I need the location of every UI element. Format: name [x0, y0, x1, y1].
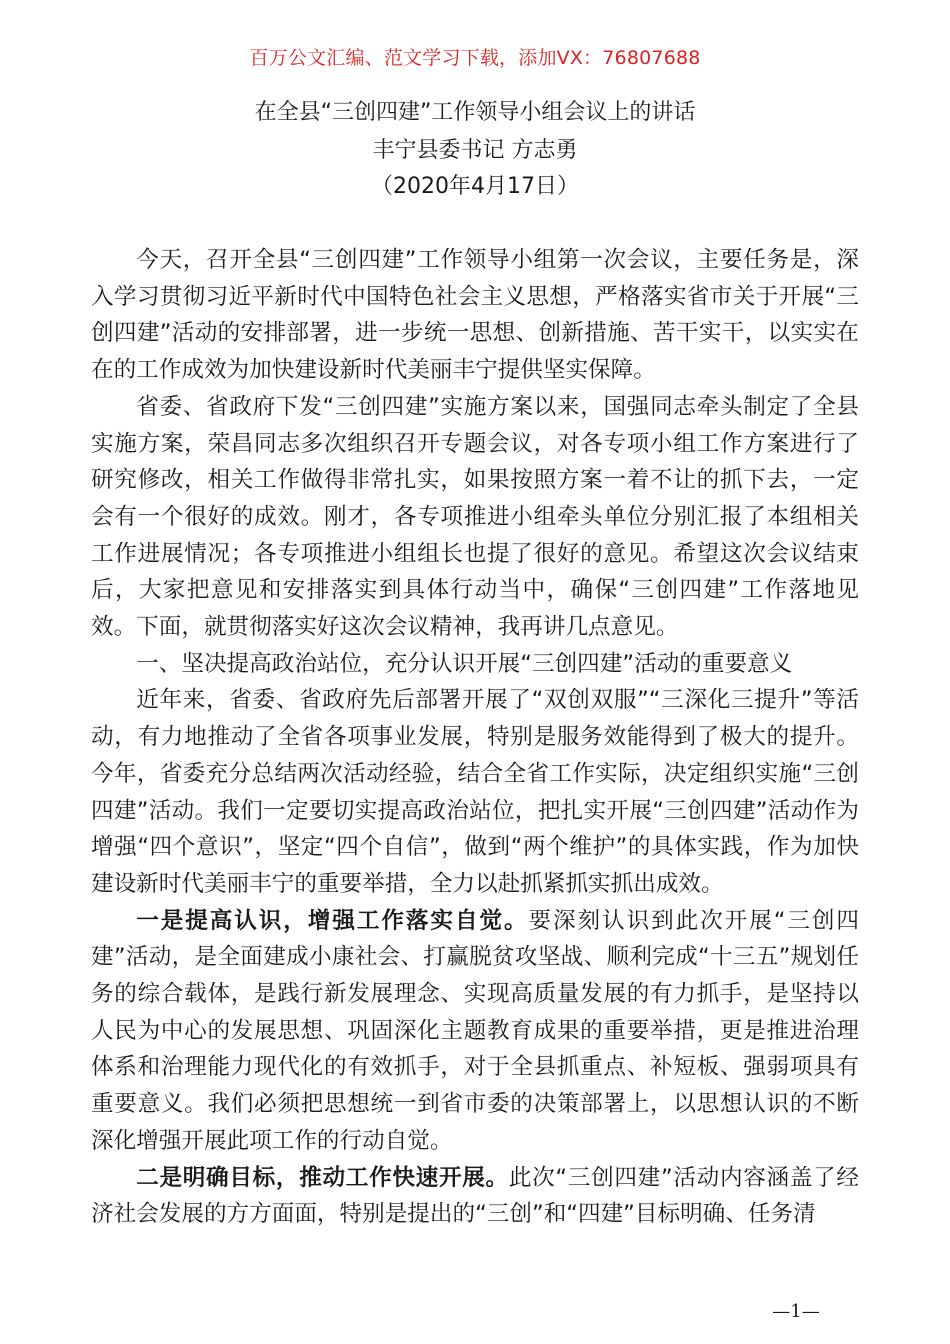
speaker-byline: 丰宁县委书记 方志勇	[372, 138, 578, 163]
promo-banner: 百万公文汇编、范文学习下载，添加VX：76807688	[249, 47, 701, 69]
paragraph-lead: 二是明确目标，推动工作快速开展。	[136, 1164, 509, 1191]
paragraph: 省委、省政府下发“三创四建”实施方案以来，国强同志牵头制定了全县实施方案，荣昌同志多次组织召开专题会议，对各专项小组工作方案进行了研究修改，相关工作做得非常扎实，如果按照方案一着不让的抓下去，一定会有一个很好的成效。刚才，各专项推进小组牵头单位分别汇报了本组相关工作进展情况；各专项推进小组组长也提了很好的意见。希望这次会议结束后，大家把意见和安排落实到具体行动当中，确保“三创四建”工作落地见效。下面，就贯彻落实好这次会议精神，我再讲几点意见。	[91, 393, 859, 641]
speech-title: 在全县“三创四建”工作领导小组会议上的讲话	[254, 100, 696, 125]
paragraph-lead: 一是提高认识，增强工作落实自觉。	[136, 907, 529, 934]
paragraph-text: 此次“三创四建”活动内容涵盖了经济社会发展的方方面面，特别是提出的“三创”和“四建”目标明确、任务清	[91, 1164, 859, 1228]
document-body	[91, 242, 859, 1233]
paragraph: 今天，召开全县“三创四建”工作领导小组第一次会议，主要任务是，深入学习贯彻习近平新时代中国特色社会主义思想，严格落实省市关于开展“三创四建”活动的安排部署，进一步统一思想、创新措施、苦干实干，以实实在在的工作成效为加快建设新时代美丽丰宁提供坚实保障。	[91, 247, 859, 384]
speech-date: （2020年4月17日）	[371, 174, 579, 199]
paragraph: 近年来，省委、省政府先后部署开展了“双创双服”“三深化三提升”等活动，有力地推动了全省各项事业发展，特别是服务效能得到了极大的提升。今年，省委充分总结两次活动经验，结合全省工作实际，决定组织实施“三创四建”活动。我们一定要切实提高政治站位，把扎实开展“三创四建”活动作为增强“四个意识”，坚定“四个自信”，做到“两个维护”的具体实践，作为加快建设新时代美丽丰宁的重要举措，全力以赴抓紧抓实抓出成效。	[91, 687, 859, 897]
section-heading: 一、坚决提高政治站位，充分认识开展“三创四建”活动的重要意义	[136, 650, 793, 677]
page-number: —1—	[772, 1301, 820, 1322]
paragraph	[91, 1160, 859, 1233]
paragraph-text: 要深刻认识到此次开展“三创四建”活动，是全面建成小康社会、打赢脱贫攻坚战、顺利完成“十三五”规划任务的综合载体，是践行新发展理念、实现高质量发展的有力抓手，是坚持以人民为中心的发展思想、巩固深化主题教育成果的重要举措，更是推进治理体系和治理能力现代化的有效抓手，对于全县抓重点、补短板、强弱项具有重要意义。我们必须把思想统一到省市委的决策部署上，以思想认识的不断深化增强开展此项工作的行动自觉。	[91, 907, 859, 1154]
paragraph	[91, 903, 859, 1160]
